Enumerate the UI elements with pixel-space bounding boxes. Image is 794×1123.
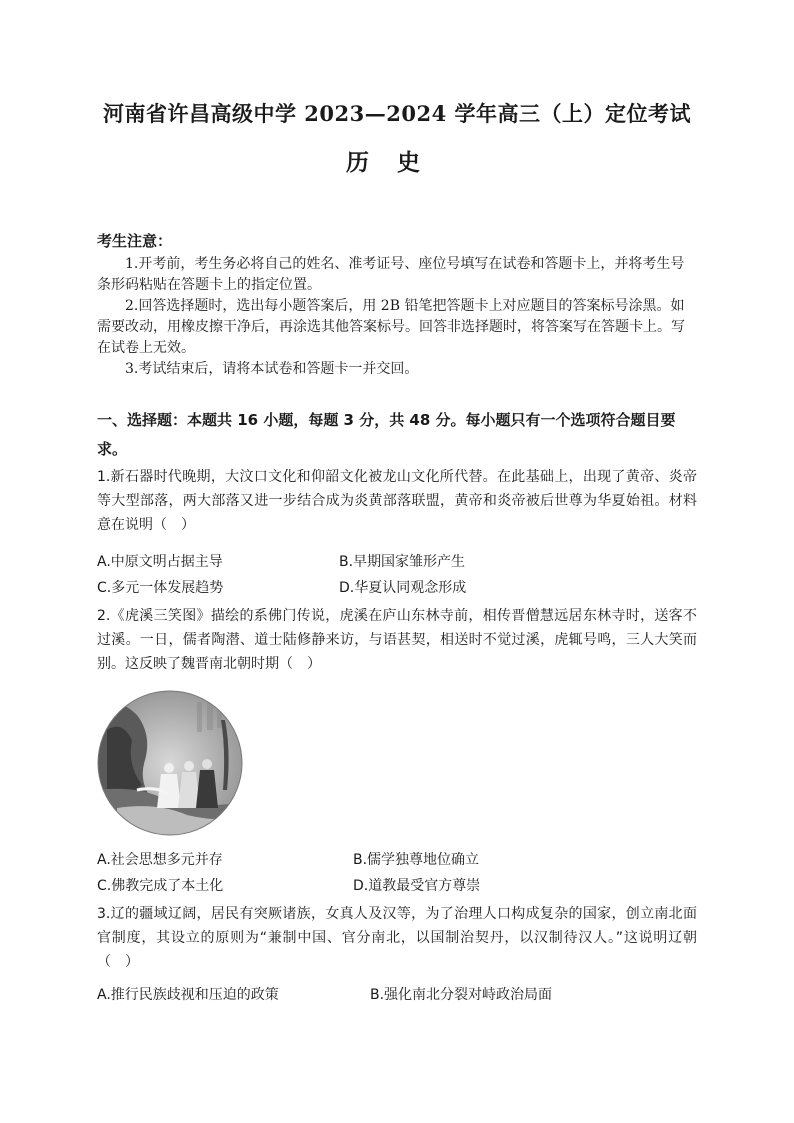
question-1-stem: 1.新石器时代晚期，大汶口文化和仰韶文化被龙山文化所代替。在此基础上，出现了黄帝、炎帝等大型部落，两大部落又进一步结合成为炎黄部落联盟，黄帝和炎帝被后世尊为华夏始祖。材料意在说明（ ） bbox=[97, 469, 697, 533]
notice-heading: 考生注意： bbox=[97, 232, 173, 250]
q1-option-c[interactable]: C.多元一体发展趋势 bbox=[97, 580, 224, 596]
q1-option-d[interactable]: D.华夏认同观念形成 bbox=[339, 580, 467, 596]
q2-option-d[interactable]: D.道教最受官方尊崇 bbox=[353, 878, 481, 894]
q3-option-a[interactable]: A.推行民族歧视和压迫的政策 bbox=[97, 987, 279, 1003]
exam-title: 河南省许昌高级中学 2023—2024 学年高三（上）定位考试 bbox=[102, 101, 691, 126]
q1-option-b[interactable]: B.早期国家雏形产生 bbox=[339, 554, 466, 570]
notice-item-3: 3.考试结束后，请将本试卷和答题卡一并交回。 bbox=[125, 361, 419, 377]
q2-option-b[interactable]: B.儒学独尊地位确立 bbox=[353, 852, 480, 868]
question-3-stem: 3.辽的疆域辽阔，居民有突厥诸族，女真人及汉等，为了治理人口构成复杂的国家，创立南北面官制度，其设立的原则为“兼制中国、官分南北，以国制治契丹，以汉制待汉人。”这说明辽朝（ ） bbox=[97, 906, 697, 970]
q3-option-b[interactable]: B.强化南北分裂对峙政治局面 bbox=[370, 987, 553, 1003]
q2-option-a[interactable]: A.社会思想多元并存 bbox=[97, 852, 223, 868]
question-2-stem: 2.《虎溪三笑图》描绘的系佛门传说，虎溪在庐山东林寺前，相传晋僧慧远居东林寺时，送客不过溪。一日，儒者陶潜、道士陆修静来访，与语甚契，相送时不觉过溪，虎辄号鸣，三人大笑而别。这反映了魏晋南北朝时期（ ） bbox=[97, 608, 697, 672]
notice-item-2: 2.回答选择题时，选出每小题答案后，用 2B 铅笔把答题卡上对应题目的答案标号涂黑。如需要改动，用橡皮擦干净后，再涂选其他答案标号。回答非选择题时，将答案写在答题卡上。写在试卷上无效。 bbox=[97, 298, 685, 356]
q2-option-c[interactable]: C.佛教完成了本土化 bbox=[97, 878, 224, 894]
section-heading: 一、选择题：本题共 16 小题，每题 3 分，共 48 分。每小题只有一个选项符合题目要求。 bbox=[97, 411, 676, 458]
subject-title: 历史 bbox=[346, 149, 448, 176]
q1-option-a[interactable]: A.中原文明占据主导 bbox=[97, 554, 223, 570]
notice-item-1: 1.开考前，考生务必将自己的姓名、准考证号、座位号填写在试卷和答题卡上，并将考生号条形码粘贴在答题卡上的指定位置。 bbox=[97, 256, 685, 293]
tiger-creek-painting-image bbox=[97, 690, 243, 836]
